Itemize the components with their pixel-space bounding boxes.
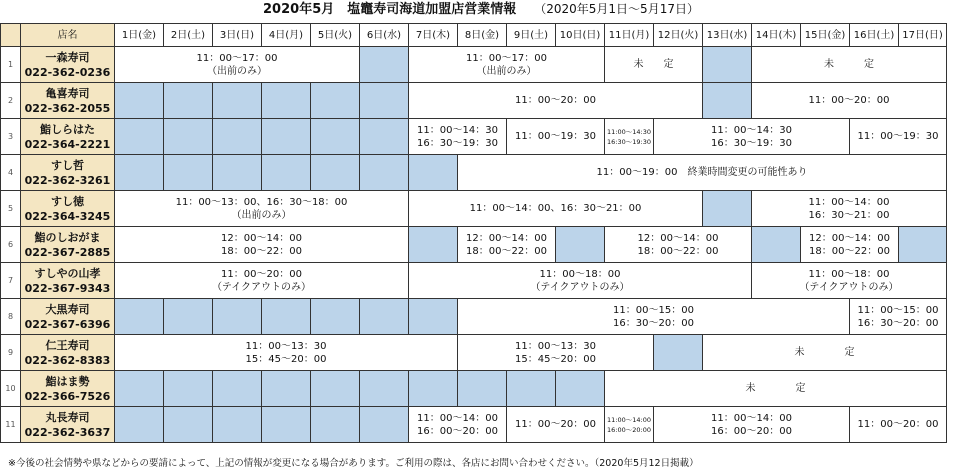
shop-phone: 022-362-3637: [24, 425, 111, 439]
closed-day-cell: [213, 155, 262, 191]
shop-phone: 022-362-0236: [24, 65, 111, 79]
closed-day-cell: [262, 299, 311, 335]
shop-name: すしやの山孝: [34, 266, 101, 280]
hours-text: （出前のみ）: [476, 65, 537, 77]
closed-day-cell: [164, 155, 213, 191]
day-header: 1日(金): [115, 24, 164, 47]
closed-day-cell: [262, 371, 311, 407]
shop-cell: [21, 83, 115, 119]
day-header: 2日(土): [164, 24, 213, 47]
closed-day-cell: [556, 371, 605, 407]
day-header: 17日(日): [899, 24, 947, 47]
closed-day-cell: [311, 371, 360, 407]
closed-day-cell: [262, 119, 311, 155]
shop-name: 大黒寿司: [45, 302, 90, 316]
hours-cell: [850, 119, 947, 155]
hours-text: 15：45〜20：00: [515, 353, 596, 365]
schedule-body: [1, 47, 947, 443]
closed-day-cell: [213, 83, 262, 119]
row-number: 6: [1, 227, 21, 263]
closed-day-cell: [164, 119, 213, 155]
closed-day-cell: [360, 47, 409, 83]
hours-cell: [458, 335, 654, 371]
hours-cell: [409, 191, 703, 227]
day-header: 8日(金): [458, 24, 507, 47]
closed-day-cell: [409, 155, 458, 191]
hours-text: 11：00〜20：00: [515, 419, 596, 430]
hours-cell: [458, 299, 850, 335]
table-row: [1, 263, 947, 299]
closed-day-cell: [213, 119, 262, 155]
hours-text: 11：00〜15：00: [857, 304, 939, 316]
index-header: [1, 24, 21, 47]
hours-cell: [703, 335, 947, 371]
hours-cell: [654, 407, 850, 443]
closed-day-cell: [164, 371, 213, 407]
hours-text: 16：30〜20：00: [613, 317, 694, 329]
hours-cell: [752, 83, 947, 119]
hours-text: 11：00〜14：00: [808, 196, 890, 208]
shop-phone: 022-362-8383: [24, 353, 111, 367]
day-header: 9日(土): [507, 24, 556, 47]
hours-text: （出前のみ）: [207, 65, 267, 77]
hours-cell: [115, 335, 458, 371]
row-number: 8: [1, 299, 21, 335]
hours-text: 11：00〜19：30: [515, 131, 596, 142]
closed-day-cell: [164, 83, 213, 119]
hours-text: （テイクアウトのみ）: [530, 281, 630, 293]
day-header: 16日(土): [850, 24, 899, 47]
shop-cell: [21, 407, 115, 443]
closed-day-cell: [213, 299, 262, 335]
shop-phone: 022-362-3261: [24, 173, 111, 187]
closed-day-cell: [213, 371, 262, 407]
page-title: [0, 0, 962, 18]
shop-name: すし哲: [51, 158, 84, 172]
shop-phone: 022-367-6396: [24, 317, 111, 331]
hours-text: 11：00〜18：00: [808, 268, 890, 280]
shop-phone: 022-367-2885: [24, 245, 111, 259]
closed-day-cell: [556, 227, 605, 263]
hours-cell: [409, 47, 605, 83]
closed-day-cell: [311, 407, 360, 443]
title-main: 2020年5月 塩竈寿司海道加盟店営業情報: [263, 2, 517, 17]
closed-day-cell: [752, 227, 801, 263]
shop-cell: [21, 155, 115, 191]
closed-day-cell: [311, 299, 360, 335]
row-number: 2: [1, 83, 21, 119]
closed-day-cell: [311, 119, 360, 155]
hours-cell: [654, 119, 850, 155]
closed-day-cell: [360, 83, 409, 119]
schedule-table: [0, 23, 947, 443]
shop-name: 亀喜寿司: [45, 86, 90, 100]
table-row: [1, 299, 947, 335]
hours-text: 未 定: [745, 383, 806, 394]
day-header: 7日(木): [409, 24, 458, 47]
closed-day-cell: [654, 335, 703, 371]
hours-text: （出前のみ）: [231, 209, 292, 221]
hours-cell: [409, 83, 703, 119]
closed-day-cell: [115, 371, 164, 407]
hours-text: 16：30〜20：00: [857, 317, 939, 329]
hours-text: 11:00〜14:30: [607, 127, 651, 136]
hours-cell: [409, 263, 752, 299]
hours-cell: [115, 47, 360, 83]
hours-text: 15：45〜20：00: [245, 353, 327, 365]
shop-cell: [21, 371, 115, 407]
hours-text: 11：00〜15：00: [613, 304, 694, 316]
closed-day-cell: [703, 83, 752, 119]
hours-text: 11：00〜19：00 終業時間変更の可能性あり: [596, 167, 808, 178]
closed-day-cell: [213, 407, 262, 443]
hours-text: 16:00〜20:00: [607, 425, 651, 434]
hours-text: 16：30〜19：30: [711, 137, 792, 149]
table-row: [1, 47, 947, 83]
day-header: 3日(日): [213, 24, 262, 47]
row-number: 1: [1, 47, 21, 83]
closed-day-cell: [360, 407, 409, 443]
hours-text: 12：00〜14：00: [809, 232, 890, 244]
shop-cell: [21, 191, 115, 227]
closed-day-cell: [703, 47, 752, 83]
hours-text: 11：00〜20：00: [515, 95, 596, 106]
hours-text: 12：00〜14：00: [466, 232, 547, 244]
hours-cell: [458, 227, 556, 263]
row-number: 11: [1, 407, 21, 443]
hours-text: 18：00〜22：00: [637, 245, 719, 257]
closed-day-cell: [311, 155, 360, 191]
hours-text: 18：00〜22：00: [466, 245, 547, 257]
day-header: 12日(火): [654, 24, 703, 47]
shop-phone: 022-364-2221: [24, 137, 111, 151]
row-number: 3: [1, 119, 21, 155]
closed-day-cell: [164, 299, 213, 335]
closed-day-cell: [458, 371, 507, 407]
closed-day-cell: [360, 371, 409, 407]
hours-text: （テイクアウトのみ）: [211, 281, 312, 293]
day-header: 11日(月): [605, 24, 654, 47]
day-header: 6日(水): [360, 24, 409, 47]
shop-name: 仁王寿司: [45, 338, 90, 352]
table-row: [1, 155, 947, 191]
hours-text: 11：00〜17：00: [466, 52, 547, 64]
hours-text: 11:00〜14:00: [607, 415, 651, 424]
hours-cell: [507, 407, 605, 443]
hours-text: 11：00〜19：30: [857, 131, 939, 142]
closed-day-cell: [262, 83, 311, 119]
hours-text: 11：00〜14：30: [417, 124, 498, 136]
closed-day-cell: [164, 407, 213, 443]
hours-text: （テイクアウトのみ）: [799, 281, 899, 293]
hours-text: 16:30〜19:30: [607, 137, 651, 146]
hours-cell: [409, 407, 507, 443]
closed-day-cell: [115, 83, 164, 119]
hours-cell: [605, 407, 654, 443]
hours-text: 18：00〜22：00: [221, 245, 302, 257]
closed-day-cell: [360, 119, 409, 155]
day-header: 15日(金): [801, 24, 850, 47]
shop-name: 鮨しらはた: [40, 122, 95, 136]
hours-cell: [409, 119, 507, 155]
shop-column-header: 店名: [21, 24, 115, 47]
hours-text: 未 定: [633, 59, 674, 70]
hours-text: 11：00〜20：00: [221, 268, 302, 280]
closed-day-cell: [409, 299, 458, 335]
shop-name: 鮨のしおがま: [34, 230, 101, 244]
shop-name: 鮨はま勢: [45, 374, 90, 388]
closed-day-cell: [115, 407, 164, 443]
shop-name: すし徳: [51, 194, 84, 208]
closed-day-cell: [409, 371, 458, 407]
title-period: （2020年5月1日〜5月17日）: [534, 2, 699, 16]
row-number: 4: [1, 155, 21, 191]
shop-cell: [21, 263, 115, 299]
hours-text: 11：00〜18：00: [539, 268, 621, 280]
hours-cell: [801, 227, 899, 263]
shop-cell: [21, 299, 115, 335]
table-row: [1, 335, 947, 371]
day-header: 10日(日): [556, 24, 605, 47]
hours-cell: [507, 119, 605, 155]
closed-day-cell: [115, 299, 164, 335]
hours-text: 12：00〜14：00: [637, 232, 719, 244]
hours-cell: [850, 299, 947, 335]
hours-text: 11：00〜14：00: [417, 412, 498, 424]
hours-text: 11：00〜20：00: [857, 419, 939, 430]
table-row: [1, 119, 947, 155]
hours-text: 11：00〜17：00: [196, 52, 278, 64]
hours-text: 11：00〜14：30: [711, 124, 792, 136]
hours-text: 11：00〜14：00、16：30〜21：00: [469, 203, 642, 214]
shop-phone: 022-367-9343: [24, 281, 111, 295]
hours-cell: [752, 47, 947, 83]
hours-text: 11：00〜13：00、16：30〜18：00: [175, 196, 348, 208]
table-row: [1, 227, 947, 263]
closed-day-cell: [360, 155, 409, 191]
day-header: 14日(木): [752, 24, 801, 47]
table-row: [1, 371, 947, 407]
hours-cell: [458, 155, 947, 191]
table-row: [1, 191, 947, 227]
closed-day-cell: [703, 191, 752, 227]
hours-text: 16：30〜21：00: [808, 209, 890, 221]
hours-text: 未 定: [824, 59, 874, 70]
hours-text: 18：00〜22：00: [809, 245, 890, 257]
closed-day-cell: [115, 119, 164, 155]
shop-cell: [21, 47, 115, 83]
closed-day-cell: [262, 155, 311, 191]
row-number: 7: [1, 263, 21, 299]
shop-phone: 022-362-2055: [24, 101, 111, 115]
closed-day-cell: [262, 407, 311, 443]
hours-text: 11：00〜20：00: [808, 95, 890, 106]
hours-text: 11：00〜13：30: [245, 340, 327, 352]
hours-text: 16：00〜20：00: [417, 425, 498, 437]
row-number: 5: [1, 191, 21, 227]
closed-day-cell: [311, 83, 360, 119]
closed-day-cell: [360, 299, 409, 335]
footer-note: ※今後の社会情勢や県などからの要請によって、上記の情報が変更になる場合があります。ご利用の際は、各店にお問い合わせください。（2020年5月12日掲載）: [8, 458, 699, 469]
hours-cell: [605, 47, 703, 83]
hours-text: 未 定: [794, 347, 855, 358]
row-number: 10: [1, 371, 21, 407]
hours-text: 16：30〜19：30: [417, 137, 498, 149]
hours-text: 12：00〜14：00: [221, 232, 302, 244]
hours-text: 11：00〜14：00: [711, 412, 792, 424]
hours-cell: [605, 227, 752, 263]
shop-phone: 022-364-3245: [24, 209, 111, 223]
closed-day-cell: [507, 371, 556, 407]
day-header: 5日(火): [311, 24, 360, 47]
hours-cell: [850, 407, 947, 443]
shop-cell: [21, 119, 115, 155]
closed-day-cell: [115, 155, 164, 191]
table-row: [1, 407, 947, 443]
hours-cell: [115, 227, 409, 263]
closed-day-cell: [409, 227, 458, 263]
day-header: 4日(月): [262, 24, 311, 47]
hours-text: 16：00〜20：00: [711, 425, 792, 437]
hours-cell: [752, 263, 947, 299]
table-row: [1, 83, 947, 119]
hours-cell: [605, 371, 947, 407]
day-header: 13日(水): [703, 24, 752, 47]
shop-name: 丸長寿司: [45, 410, 90, 424]
shop-phone: 022-366-7526: [24, 389, 111, 403]
hours-cell: [115, 191, 409, 227]
hours-cell: [115, 263, 409, 299]
shop-cell: [21, 335, 115, 371]
hours-cell: [752, 191, 947, 227]
closed-day-cell: [899, 227, 947, 263]
header-row: [1, 24, 947, 47]
hours-cell: [605, 119, 654, 155]
shop-cell: [21, 227, 115, 263]
hours-text: 11：00〜13：30: [515, 340, 596, 352]
shop-name: 一森寿司: [45, 50, 90, 64]
row-number: 9: [1, 335, 21, 371]
